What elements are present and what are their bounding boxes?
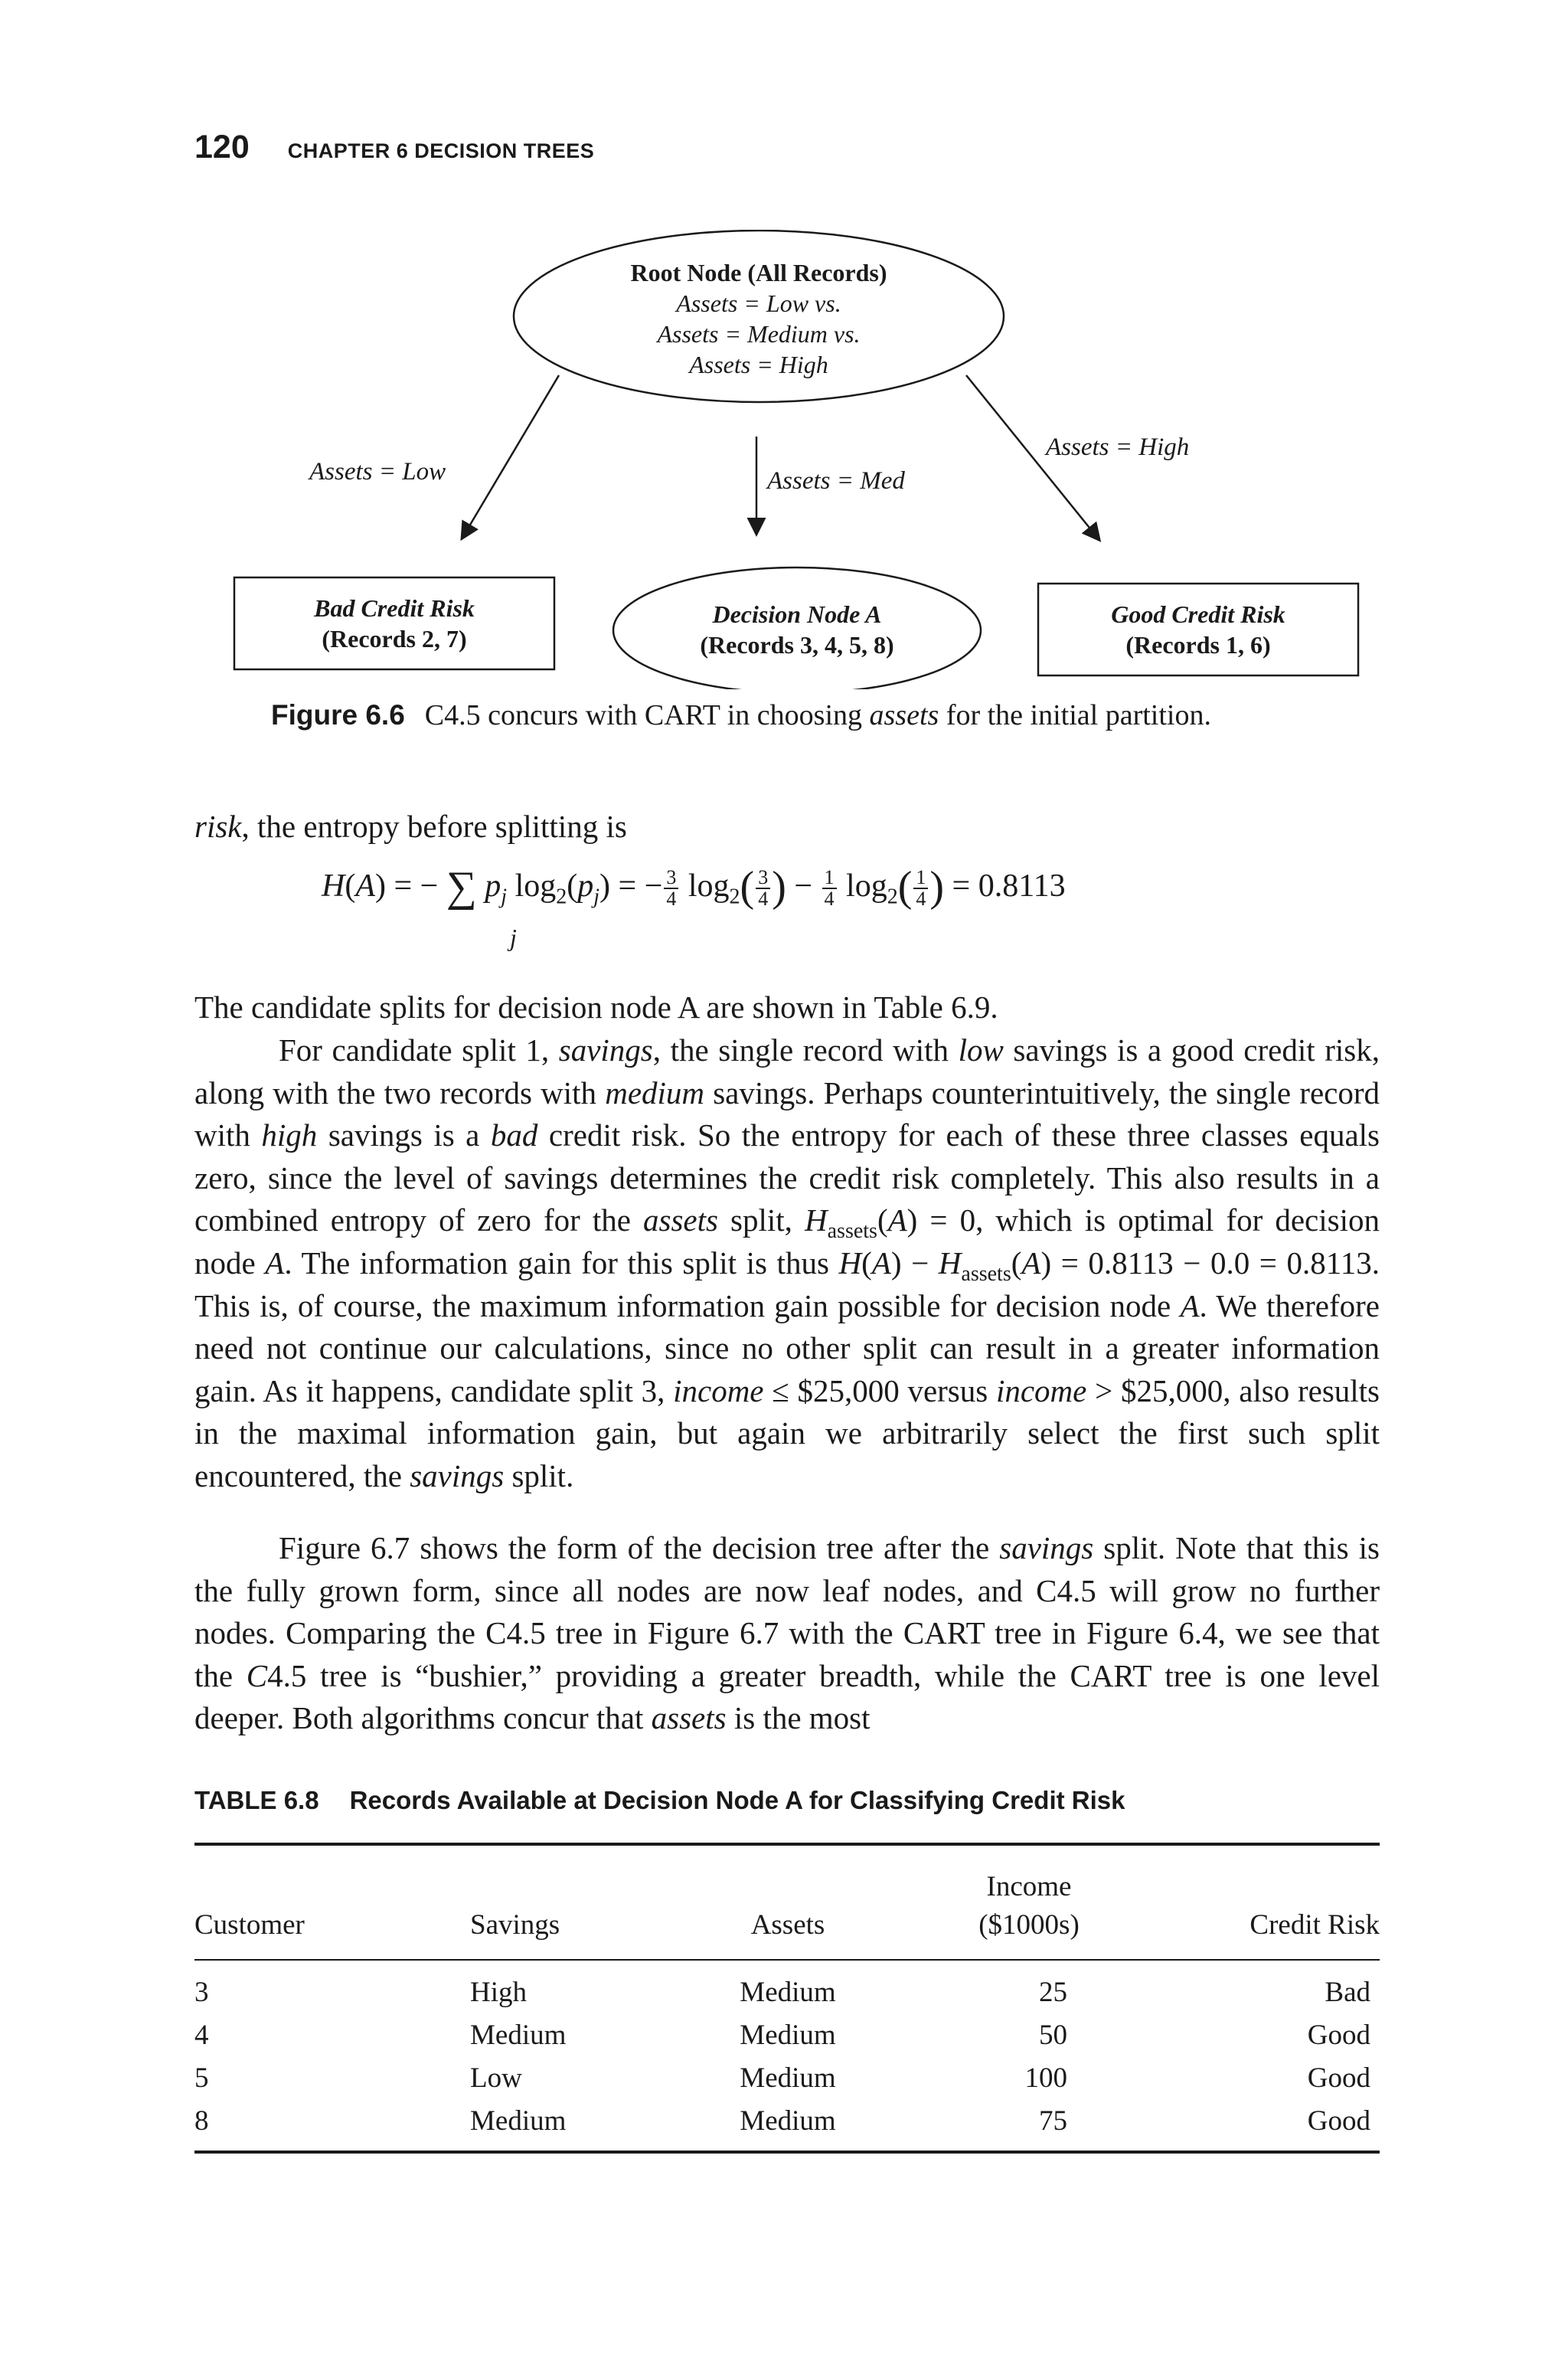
equation-body: H(A) = − ∑ $p_j$ $\log_2(p_j)$ = − $\frac{3}{4}$ $\log_2$( $\frac{3}{4}$ ) − $\frac{1}{4}$ $\log_2$( $\frac{1}{4}$ ) = 0.8113 — [322, 863, 1066, 911]
table-cell: 100 — [1024, 2062, 1067, 2094]
table-cell: 3 — [194, 1977, 209, 2008]
table-cell: 4 — [194, 2020, 209, 2051]
running-header — [194, 129, 594, 166]
table-cell: 8 — [194, 2105, 209, 2137]
leaf-records: (Records 1, 6) — [1125, 631, 1271, 659]
table-bottom-rule — [194, 2150, 1380, 2154]
table-cell: Medium — [740, 2020, 836, 2051]
table-cell: 5 — [194, 2062, 209, 2094]
table-header: Savings — [470, 1909, 560, 1941]
root-node-line: Assets = Medium vs. — [657, 320, 861, 348]
bad-credit-leaf — [234, 593, 554, 654]
table-cell: Bad — [1325, 1977, 1370, 2008]
node-title: Decision Node A — [712, 600, 882, 628]
root-node — [529, 257, 988, 380]
root-node-line: Assets = Low vs. — [676, 289, 841, 317]
table-top-rule — [194, 1843, 1380, 1846]
table-header-rule — [194, 1959, 1380, 1961]
table-cell: Low — [470, 2062, 522, 2094]
leaf-title: Good Credit Risk — [1111, 600, 1285, 628]
table-cell: 75 — [1039, 2105, 1067, 2137]
decision-tree-figure — [0, 230, 1568, 689]
table-cell: Medium — [740, 1977, 836, 2008]
table-header: Assets — [750, 1909, 825, 1941]
figure-caption-label: Figure 6.6 — [271, 699, 405, 731]
table-cell: 50 — [1039, 2020, 1067, 2051]
leaf-title: Bad Credit Risk — [314, 594, 475, 622]
table-header: Credit Risk — [1250, 1909, 1380, 1941]
table-label: TABLE 6.8 — [194, 1786, 319, 1814]
table-cell: Good — [1307, 2020, 1370, 2051]
root-node-title: Root Node (All Records) — [630, 259, 887, 286]
table-header: Income — [986, 1871, 1072, 1902]
table-header: ($1000s) — [978, 1909, 1080, 1941]
edge-label-med: Assets = Med — [767, 467, 905, 495]
paragraph-savings-split: For candidate split 1, savings, the single record with low savings is a good credit risk, along with the two records with medium savings. Perhaps counterintuitively, the single record with high savings is a bad credit risk. So the entropy for each of these three classes equals zero, since the level of savings determines the credit risk completely. This also results in a combined entropy of zero for the assets split, $H_{assets}(A) = 0$, which is optimal for decision node A. The information gain for this split is thus $H(A) - H_{assets}(A) = 0.8113 - 0.0 = 0.8113$. This is, of course, the maximum information gain possible for decision node A. We therefore need not continue our calculations, since no other split can result in a greater information gain. As it happens, candidate split 3, income ≤ $25,000 versus income > $25,000, also results in the maximal information gain, but again we arbitrarily select the first such split encountered, the savings split. — [194, 1032, 1380, 1493]
edge-label-high: Assets = High — [1046, 433, 1190, 461]
leaf-records: (Records 2, 7) — [322, 625, 467, 653]
table-cell: Medium — [470, 2105, 567, 2137]
equation-result: = 0.8113 — [952, 868, 1066, 904]
sum-index: j — [510, 924, 517, 951]
edge-low-arrow — [462, 375, 559, 538]
page-number: 120 — [194, 129, 250, 165]
table-cell: Medium — [470, 2020, 567, 2051]
table-title: Records Available at Decision Node A for Classifying Credit Risk — [349, 1786, 1125, 1814]
table-caption — [194, 1786, 1125, 1815]
table-cell: Good — [1307, 2105, 1370, 2137]
table-cell: Medium — [740, 2105, 836, 2137]
table-header: Customer — [194, 1909, 305, 1941]
intro-line: risk, the entropy before splitting is — [194, 809, 627, 844]
good-credit-leaf — [1038, 599, 1358, 660]
decision-node-a — [613, 599, 981, 660]
chapter-title: CHAPTER 6 DECISION TREES — [287, 139, 595, 162]
figure-caption-text: C4.5 concurs with CART in choosing assets for the initial partition. — [424, 699, 1211, 731]
table-cell: 25 — [1039, 1977, 1067, 2008]
figure-caption — [271, 698, 1211, 732]
root-node-line: Assets = High — [689, 351, 828, 378]
candidate-splits-line: The candidate splits for decision node A are shown in Table 6.9. — [194, 989, 998, 1025]
table-cell: Medium — [740, 2062, 836, 2094]
table-cell: Good — [1307, 2062, 1370, 2094]
entropy-equation — [322, 856, 1317, 963]
node-records: (Records 3, 4, 5, 8) — [700, 631, 894, 659]
table-cell: High — [470, 1977, 527, 2008]
edge-label-low: Assets = Low — [309, 458, 446, 486]
paragraph-figure-6-7: Figure 6.7 shows the form of the decision tree after the savings split. Note that this is the fully grown form, since all nodes are now leaf nodes, and C4.5 will grow no further nodes. Comparing the C4.5 tree in Figure 6.7 with the CART tree in Figure 6.4, we see that the C4.5 tree is “bushier,” providing a greater breadth, while the CART tree is one level deeper. Both algorithms concur that assets is the most — [194, 1530, 1380, 1736]
